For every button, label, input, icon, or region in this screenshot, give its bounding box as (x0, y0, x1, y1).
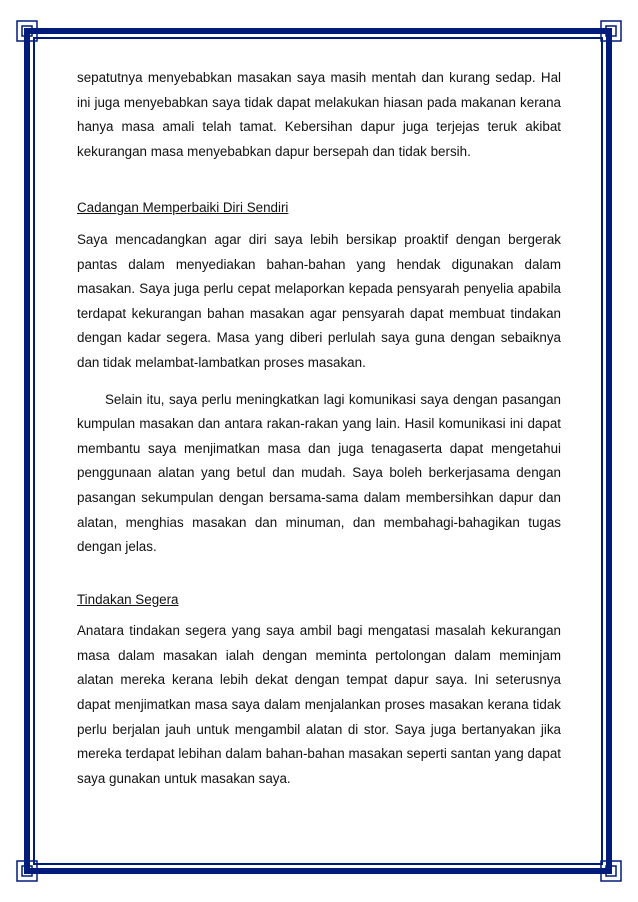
corner-ornament-top-right (600, 20, 622, 42)
heading-cadangan: Cadangan Memperbaiki Diri Sendiri (77, 200, 289, 216)
corner-ornament-bottom-left (16, 860, 38, 882)
tindakan-paragraph-1: Anatara tindakan segera yang saya ambil bagi mengatasi masalah kekurangan masa dalam masakan ialah dengan meminta pertolongan dalam meminjam alatan mereka kerana lebih dekat dengan tempat dapur saya. Ini seterusnya dapat menjimatkan masa saya dalam menjalankan proses masakan kerana tidak perlu berjalan jauh untuk mengambil alatan di stor. Saya juga bertanyakan jika mereka terdapat lebihan dalam bahan-bahan masakan seperti santan yang dapat saya gunakan untuk masakan saya. (77, 623, 561, 786)
corner-ornament-bottom-right (600, 860, 622, 882)
intro-paragraph: sepatutnya menyebabkan masakan saya masih mentah dan kurang sedap. Hal ini juga menyebabkan saya tidak dapat melakukan hiasan pada makanan kerana hanya masa amali telah tamat. Kebersihan dapur juga terjejas teruk akibat kekurangan masa menyebabkan dapur bersepah dan tidak bersih. (77, 70, 561, 159)
heading-tindakan: Tindakan Segera (77, 591, 179, 607)
document-body (77, 66, 561, 791)
corner-ornament-top-left (16, 20, 38, 42)
cadangan-paragraph-1: Saya mencadangkan agar diri saya lebih bersikap proaktif dengan bergerak pantas dalam menyediakan bahan-bahan yang hendak digunakan dalam masakan. Saya juga perlu cepat melaporkan kepada pensyarah penyelia apabila terdapat kekurangan bahan masakan agar pensyarah dapat membuat tindakan dengan kadar segera. Masa yang diberi perlulah saya guna dengan sebaiknya dan tidak melambat-lambatkan proses masakan. (77, 231, 561, 370)
cadangan-paragraph-2: Selain itu, saya perlu meningkatkan lagi komunikasi saya dengan pasangan kumpulan masakan dan antara rakan-rakan yang lain. Hasil komunikasi ini dapat membantu saya menjimatkan masa dan juga tenagaserta dapat mengetahui penggunaan alatan yang betul dan mudah. Saya boleh berkerjasama dengan pasangan sekumpulan dengan bersama-sama dalam membersihkan dapur dan alatan, menghias masakan dan minuman, dan membahagi-bahagikan tugas dengan jelas. (77, 391, 561, 555)
